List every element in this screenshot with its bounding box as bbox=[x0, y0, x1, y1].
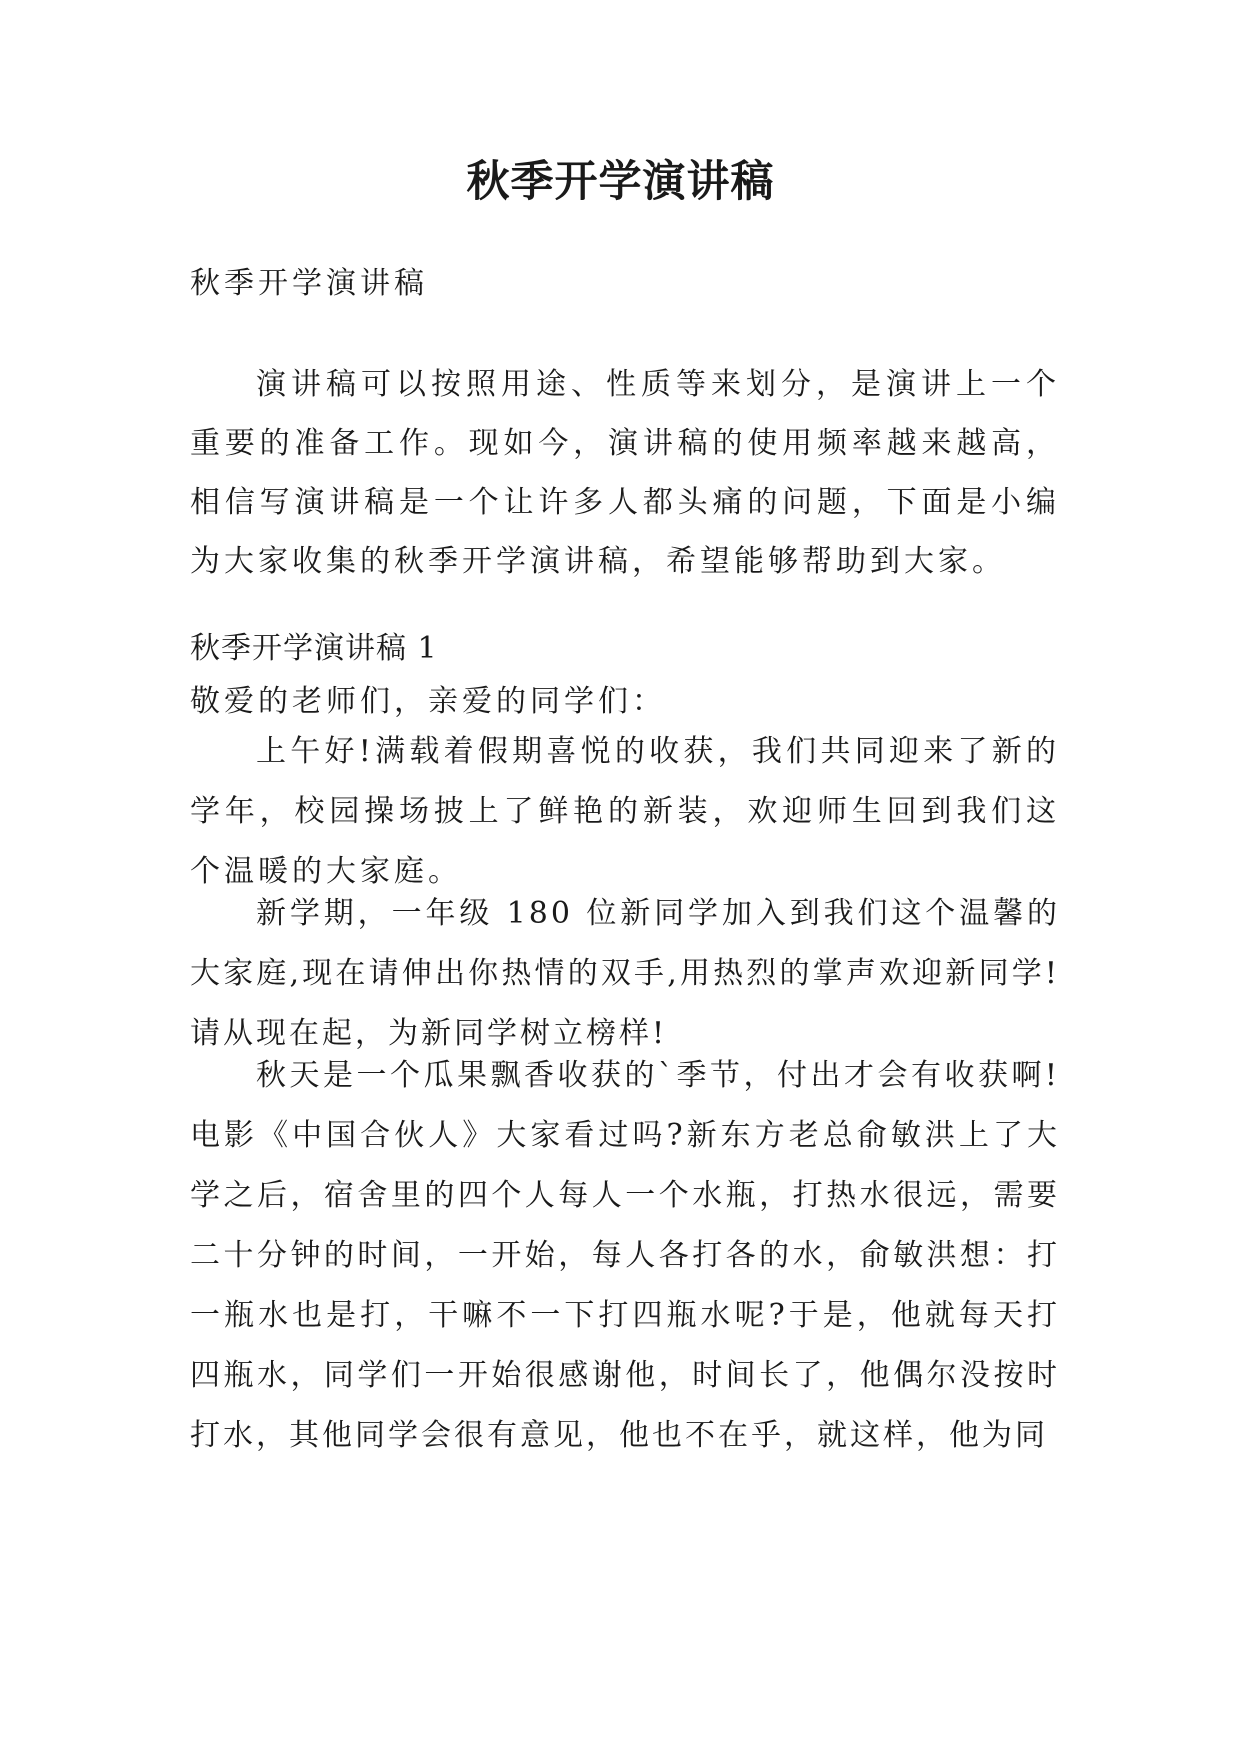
greeting-line: 敬爱的老师们，亲爱的同学们： bbox=[190, 684, 666, 719]
document-subtitle: 秋季开学演讲稿 bbox=[190, 266, 428, 301]
intro-paragraph: 演讲稿可以按照用途、性质等来划分，是演讲上一个重要的准备工作。现如今，演讲稿的使用频率越来越高，相信写演讲稿是一个让许多人都头痛的问题，下面是小编为大家收集的秋季开学演讲稿，希望能够帮助到大家。 bbox=[190, 367, 1060, 579]
body-paragraph: 上午好!满载着假期喜悦的收获，我们共同迎来了新的学年，校园操场披上了鲜艳的新装，欢迎师生回到我们这个温暖的大家庭。 bbox=[190, 734, 1060, 889]
body-paragraph: 新学期，一年级 180 位新同学加入到我们这个温馨的大家庭,现在请伸出你热情的双手,用热烈的掌声欢迎新同学!请从现在起，为新同学树立榜样! bbox=[190, 896, 1060, 1051]
section-heading: 秋季开学演讲稿 1 bbox=[190, 631, 438, 666]
document-title: 秋季开学演讲稿 bbox=[466, 157, 775, 207]
body-paragraph: 秋天是一个瓜果飘香收获的`季节，付出才会有收获啊!电影《中国合伙人》大家看过吗?新东方老总俞敏洪上了大学之后，宿舍里的四个人每人一个水瓶，打热水很远，需要二十分钟的时间，一开始，每人各打各的水，俞敏洪想：打一瓶水也是打，干嘛不一下打四瓶水呢?于是，他就每天打四瓶水，同学们一开始很感谢他，时间长了，他偶尔没按时打水，其他同学会很有意见，他也不在乎，就这样，他为同 bbox=[190, 1058, 1060, 1453]
